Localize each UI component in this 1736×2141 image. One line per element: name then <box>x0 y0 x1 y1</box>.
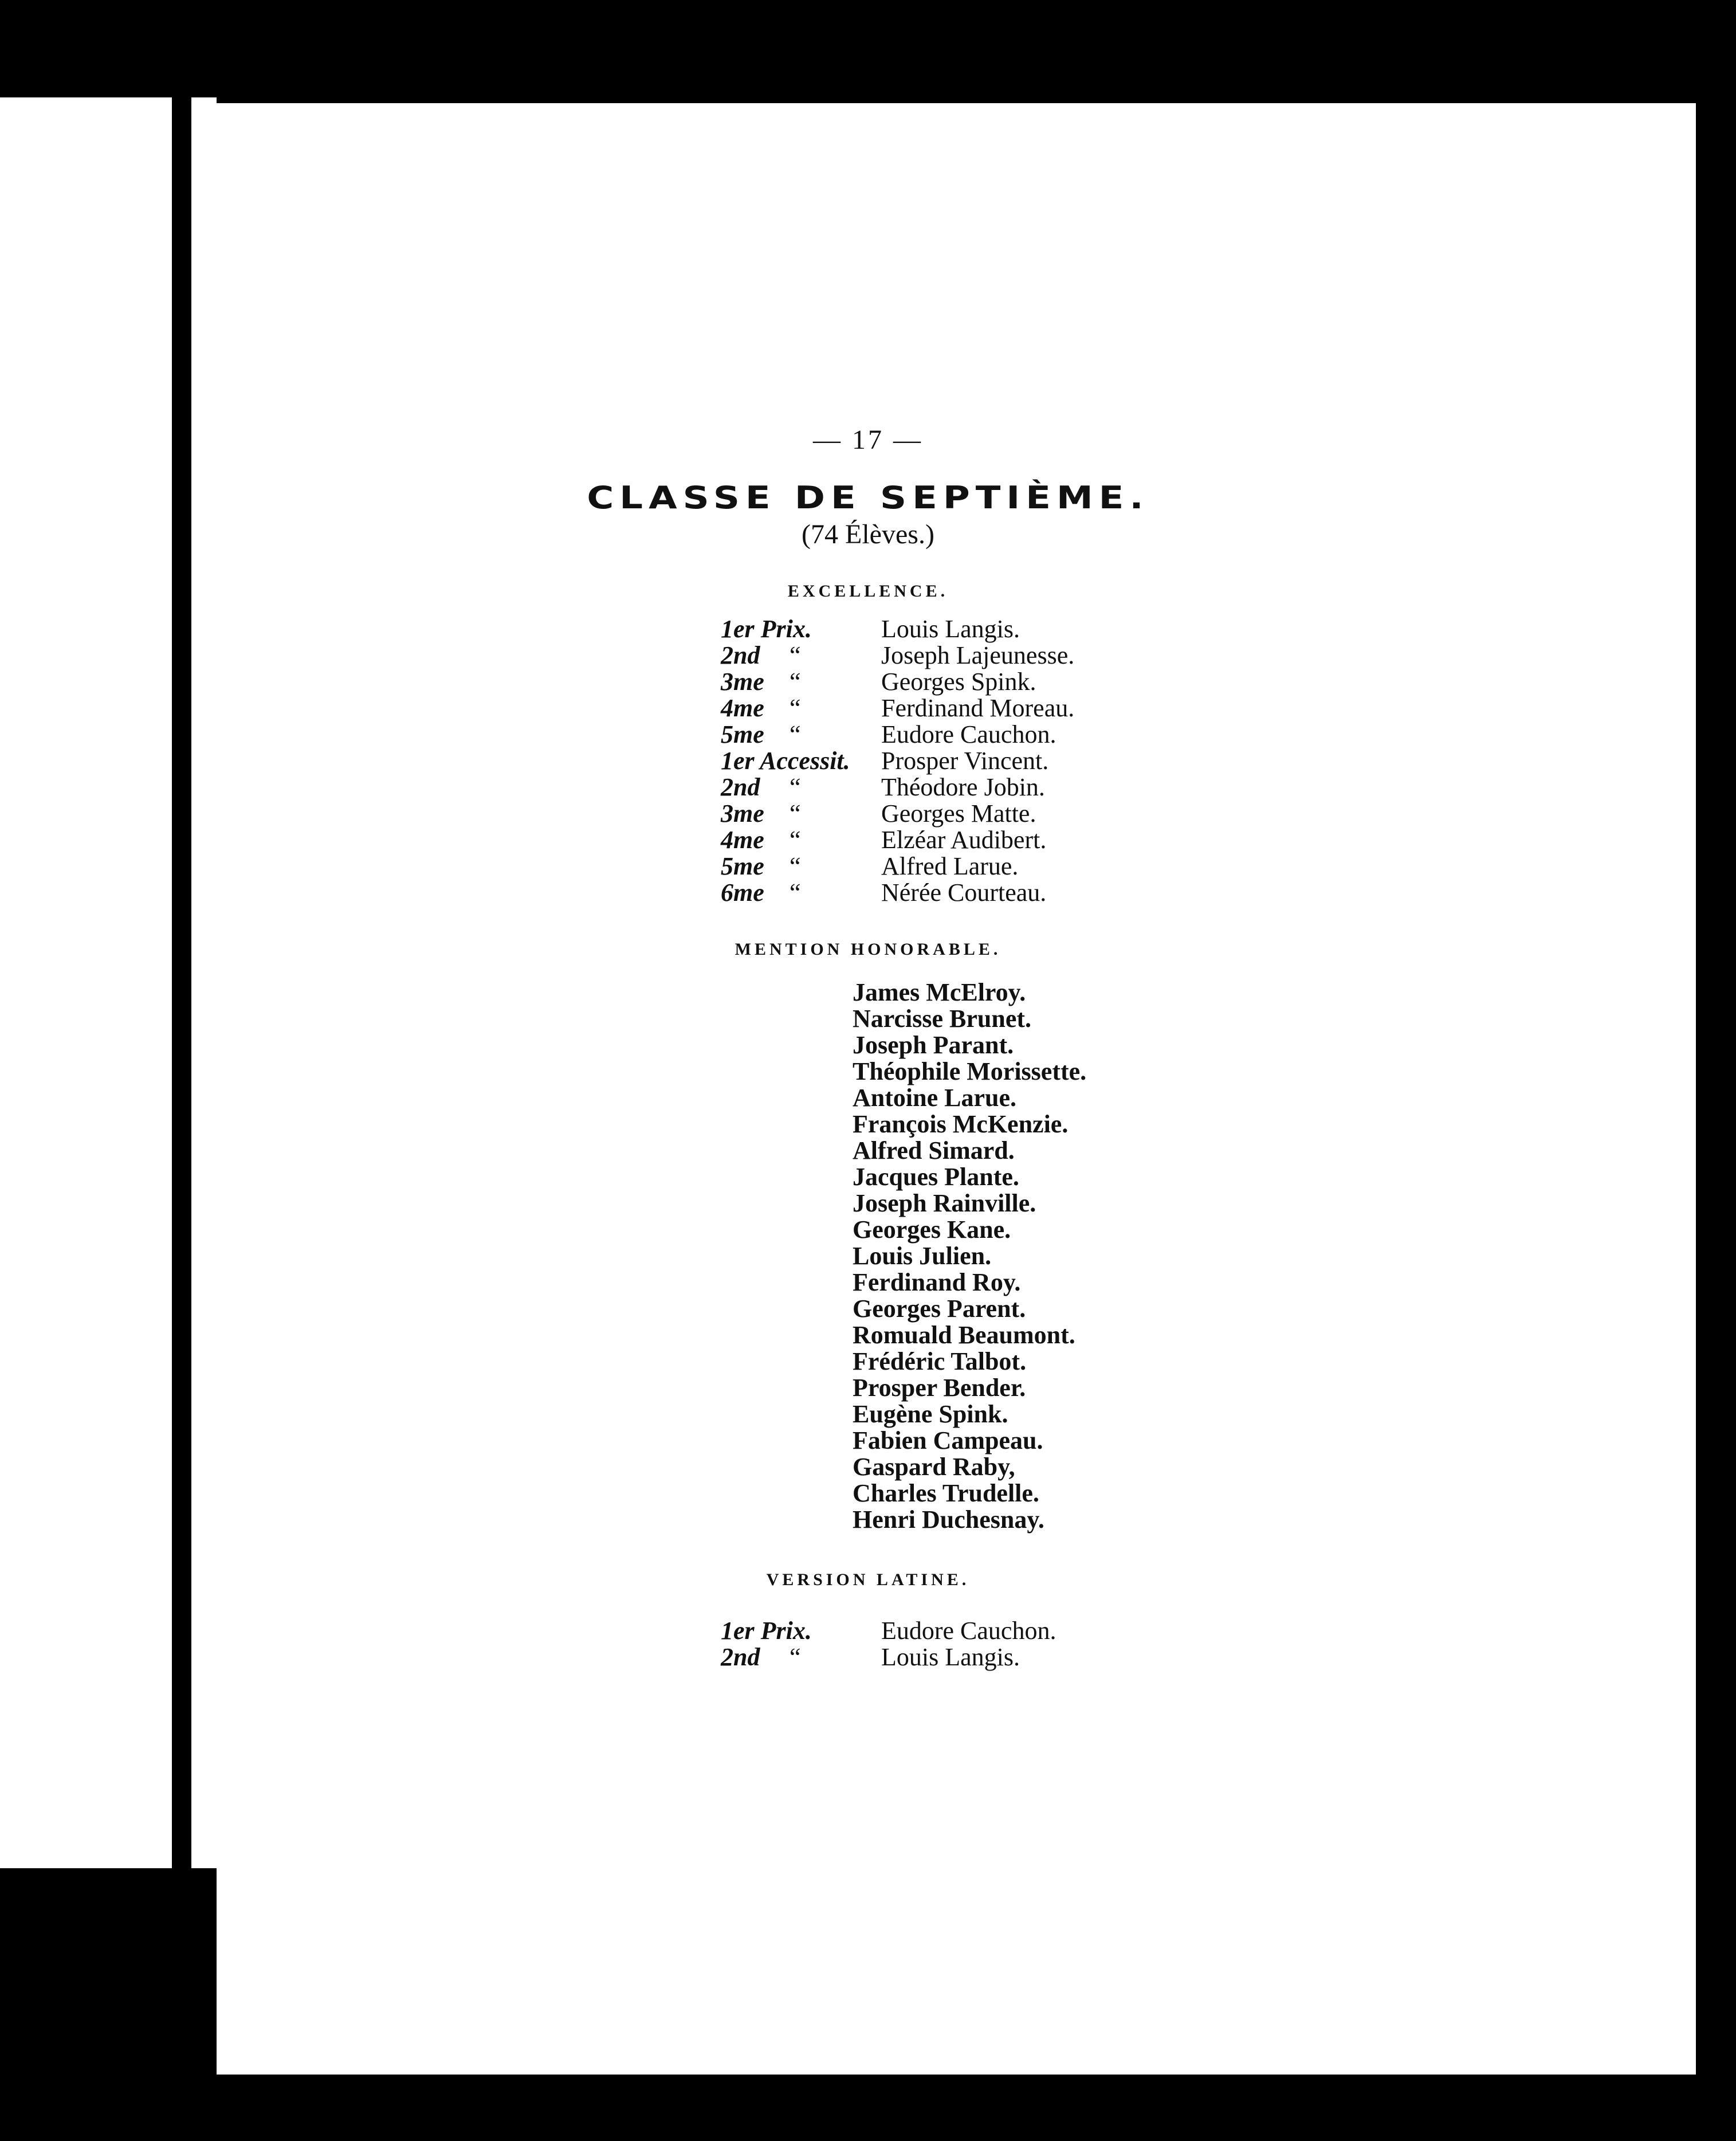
winner-name: Joseph Lajeunesse. <box>881 641 1075 669</box>
award-rank: 3me <box>721 799 764 828</box>
winner-name: Eudore Cauchon. <box>881 1617 1056 1645</box>
award-rank: 1er Prix. <box>721 1617 812 1645</box>
mention-name: Eugène Spink. <box>853 1400 1008 1428</box>
award-row <box>721 1644 1179 1671</box>
mention-name: Alfred Simard. <box>853 1136 1015 1164</box>
award-row <box>721 853 1179 880</box>
mention-name: Narcisse Brunet. <box>853 1005 1032 1033</box>
mention-name: James McElroy. <box>853 978 1026 1006</box>
award-rank: 1er Prix. <box>721 615 812 643</box>
award-row <box>721 642 1179 669</box>
award-row <box>721 748 1179 774</box>
winner-name: Nérée Courteau. <box>881 879 1047 907</box>
award-row <box>721 1618 1179 1644</box>
mention-name: Frédéric Talbot. <box>853 1347 1027 1375</box>
award-rank: 1er Accessit. <box>721 747 850 775</box>
mention-name: Gaspard Raby, <box>853 1453 1015 1481</box>
ditto-mark: “ <box>790 826 801 854</box>
award-rank: 4me <box>721 826 764 854</box>
winner-name: Ferdinand Moreau. <box>881 694 1075 722</box>
winner-name: Alfred Larue. <box>881 852 1019 880</box>
award-row <box>721 695 1179 721</box>
award-row <box>721 774 1179 801</box>
award-row <box>721 616 1179 642</box>
mention-name: Antoine Larue. <box>853 1084 1016 1112</box>
mention-name: Fabien Campeau. <box>853 1426 1043 1454</box>
mention-name: Georges Parent. <box>853 1295 1026 1323</box>
winner-name: Georges Matte. <box>881 799 1036 828</box>
binding-edge <box>172 97 191 1868</box>
student-count: (74 Élèves.) <box>802 519 934 550</box>
winner-name: Louis Langis. <box>881 615 1020 643</box>
winner-name: Elzéar Audibert. <box>881 826 1047 854</box>
award-rank: 5me <box>721 720 764 748</box>
ditto-mark: “ <box>790 773 801 801</box>
ditto-mark: “ <box>790 641 801 669</box>
mention-name: Prosper Bender. <box>853 1374 1026 1402</box>
award-rank: 2nd <box>721 773 760 801</box>
award-rank: 6me <box>721 879 764 907</box>
mention-list <box>853 979 1086 1533</box>
class-title: CLASSE DE SEPTIÈME. <box>587 480 1149 516</box>
excellence-heading: EXCELLENCE. <box>787 582 949 601</box>
winner-name: Georges Spink. <box>881 668 1036 696</box>
mention-heading: MENTION HONORABLE. <box>735 940 1001 959</box>
ditto-mark: “ <box>790 720 801 748</box>
mention-name: François McKenzie. <box>853 1110 1069 1138</box>
ditto-mark: “ <box>790 852 801 880</box>
ditto-mark: “ <box>790 694 801 722</box>
award-rank: 2nd <box>721 641 760 669</box>
winner-name: Eudore Cauchon. <box>881 720 1056 748</box>
award-rank: 4me <box>721 694 764 722</box>
ditto-mark: “ <box>790 668 801 696</box>
ditto-mark: “ <box>790 799 801 828</box>
mention-name: Charles Trudelle. <box>853 1479 1039 1507</box>
mention-name: Henri Duchesnay. <box>853 1505 1044 1534</box>
mention-name: Romuald Beaumont. <box>853 1321 1075 1349</box>
award-row <box>721 669 1179 695</box>
ditto-mark: “ <box>790 879 801 907</box>
ditto-mark: “ <box>790 1643 801 1671</box>
mention-name: Ferdinand Roy. <box>853 1268 1021 1296</box>
mention-name: Joseph Parant. <box>853 1031 1014 1059</box>
award-rank: 5me <box>721 852 764 880</box>
mention-name: Louis Julien. <box>853 1242 992 1270</box>
winner-name: Louis Langis. <box>881 1643 1020 1671</box>
mention-name: Joseph Rainville. <box>853 1189 1036 1217</box>
award-row <box>721 880 1179 906</box>
mention-name: Georges Kane. <box>853 1215 1011 1244</box>
award-rank: 3me <box>721 668 764 696</box>
winner-name: Théodore Jobin. <box>881 773 1045 801</box>
award-row <box>721 827 1179 853</box>
page-number: — 17 — <box>813 425 923 455</box>
award-rank: 2nd <box>721 1643 760 1671</box>
award-row <box>721 721 1179 748</box>
award-row <box>721 801 1179 827</box>
mention-name: Théophile Morissette. <box>853 1057 1087 1085</box>
version-latine-heading: VERSION LATINE. <box>766 1570 970 1589</box>
winner-name: Prosper Vincent. <box>881 747 1049 775</box>
mention-name: Jacques Plante. <box>853 1163 1019 1191</box>
